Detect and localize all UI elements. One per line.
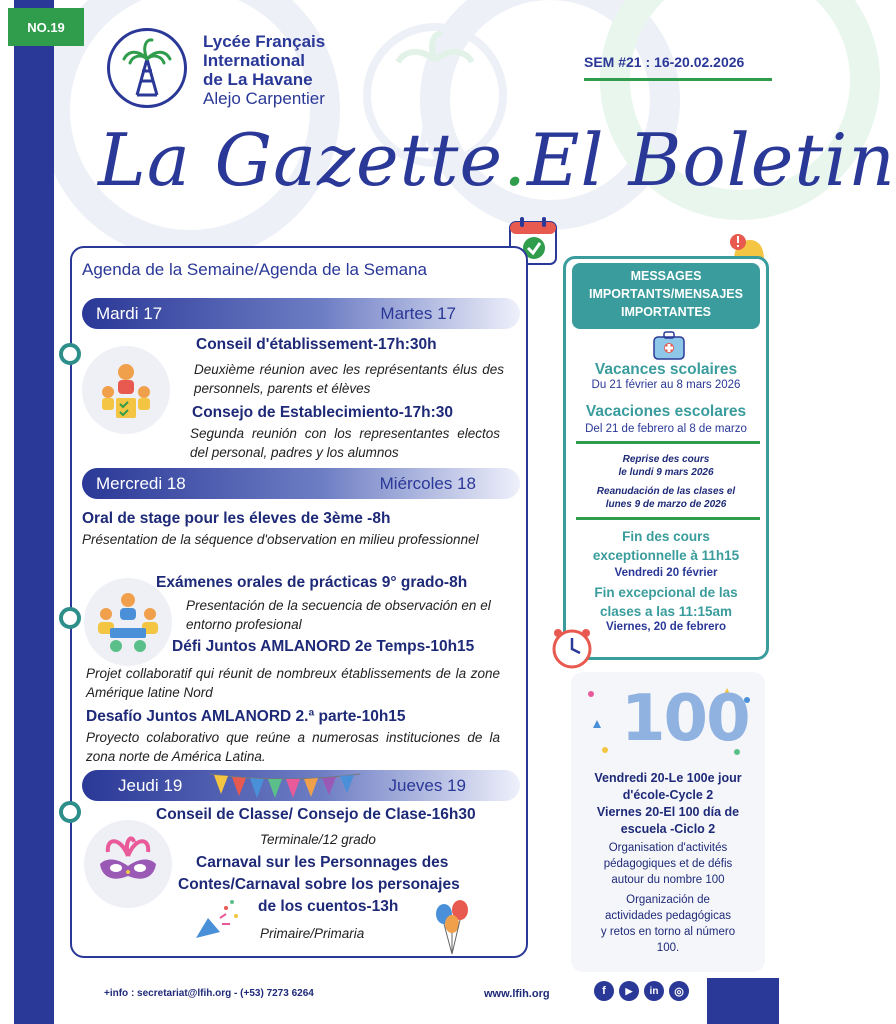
carnival-mask-icon: [84, 820, 172, 908]
resume-line: lunes 9 de marzo de 2026: [605, 499, 727, 510]
side-band: [14, 0, 54, 1024]
hundred-title-fr: [571, 770, 765, 804]
school-subtitle: Alejo Carpentier: [203, 89, 325, 108]
event-title: Desafío Juntos AMLANORD 2.ª parte-10h15: [86, 708, 406, 725]
early-end-line: clases a las 11:15am: [599, 604, 733, 619]
facebook-icon[interactable]: f: [594, 981, 614, 1001]
issue-number: NO.19: [8, 8, 84, 46]
meeting-icon: [82, 346, 170, 434]
alarm-clock-icon: [550, 626, 594, 670]
hundred-description-es: [571, 892, 765, 956]
event-description: Deuxième réunion avec les représentants élus des personnels, parents et élèves: [194, 362, 504, 396]
event-title: Défi Juntos AMLANORD 2e Temps-10h15: [172, 638, 475, 655]
timeline-marker: [59, 343, 81, 365]
week-underline: [584, 78, 772, 81]
vacation-dates-fr: Du 21 février au 8 mars 2026: [591, 379, 741, 391]
day-bar-wednesday: [82, 468, 520, 499]
day-bar-tuesday: [82, 298, 520, 329]
resume-fr: [566, 453, 766, 479]
vacation-title-fr: Vacances scolaires: [594, 361, 738, 378]
school-name-line: Lycée Français: [203, 32, 326, 51]
early-end-date-es: Viernes, 20 de febrero: [606, 621, 726, 633]
hundred-description-line: actividades pedagógicas: [605, 910, 731, 922]
early-end-line: Fin des cours: [622, 529, 710, 544]
agenda-title: Agenda de la Semaine/Agenda de la Semana: [82, 260, 427, 279]
early-end-date-fr: Vendredi 20 février: [614, 567, 718, 579]
event-title: Exámenes orales de prácticas 9° grado-8h: [156, 574, 468, 591]
school-name: [203, 32, 325, 108]
hundred-title-line: d'école-Cycle 2: [622, 788, 714, 802]
event-description: Presentación de la secuencia de observación en el entorno profesional: [186, 598, 491, 632]
hundred-description-fr: [571, 840, 765, 888]
timeline-marker: [59, 607, 81, 629]
day-label-fr: Mercredi 18: [96, 474, 186, 493]
day-label-fr: Jeudi 19: [118, 776, 183, 795]
resume-es: [566, 485, 766, 511]
contact-info[interactable]: +info : secretariat@lfih.org - (+53) 7273 6264: [104, 988, 314, 999]
day-label-es: Jueves 19: [388, 776, 466, 795]
important-messages-panel: [563, 256, 769, 660]
hundred-description-line: 100.: [656, 942, 680, 954]
early-end-line: Fin excepcional de las: [594, 585, 738, 600]
hundredth-day-panel: [571, 672, 765, 972]
messages-divider: [576, 517, 760, 520]
vacation-dates-es: Del 21 de febrero al 8 de marzo: [585, 423, 747, 435]
day-label-fr: Mardi 17: [96, 304, 163, 323]
agenda-panel: [70, 246, 528, 958]
hundred-description-line: Organización de: [626, 894, 710, 906]
hundred-description-line: pédagogiques et de défis: [603, 858, 733, 870]
messages-divider: [576, 441, 760, 444]
masthead-title-right: El Boletin: [526, 118, 896, 202]
hundred-title-line: Viernes 20-El 100 día de: [596, 805, 740, 819]
resume-line: le lundi 9 mars 2026: [618, 467, 714, 478]
event-description: Primaire/Primaria: [260, 926, 365, 941]
event-title: Contes/Carnaval sobre los personajes: [178, 876, 460, 893]
resume-line: Reprise des cours: [622, 454, 710, 465]
messages-header: [572, 263, 760, 329]
event-description: Projet collaboratif qui réunit de nombreux établissements de la zone Amérique latine Nord: [86, 666, 500, 700]
youtube-icon[interactable]: ▶: [619, 981, 639, 1001]
corner-block: [707, 978, 779, 1024]
early-end-es: [566, 583, 766, 621]
early-end-fr: [566, 527, 766, 565]
hundred-number: 100: [621, 682, 749, 756]
resume-line: Reanudación de las clases el: [596, 486, 736, 497]
event-title: Oral de stage pour les éleves de 3ème -8h: [82, 510, 391, 527]
messages-header-line: IMPORTANTS/MENSAJES: [589, 287, 743, 301]
hundred-title-line: escuela -Ciclo 2: [620, 822, 716, 836]
linkedin-icon[interactable]: in: [644, 981, 664, 1001]
hundred-title-line: Vendredi 20-Le 100e jour: [594, 771, 742, 785]
vacation-title-es: Vacaciones escolares: [585, 403, 747, 420]
hundred-description-line: autour du nombre 100: [611, 874, 725, 886]
party-popper-icon: [192, 894, 252, 942]
event-description: Terminale/12 grado: [260, 832, 376, 847]
day-label-es: Miércoles 18: [379, 474, 476, 493]
masthead-title: [98, 118, 896, 202]
event-description: Segunda reunión con los representantes electos del personal, padres y los alumnos: [190, 426, 500, 460]
suitcase-icon: [652, 331, 686, 361]
website-link[interactable]: www.lfih.org: [484, 988, 550, 1000]
event-description: Proyecto colaborativo que reúne a numerosas instituciones de la zona norte de América Latina.: [86, 730, 500, 764]
timeline-marker: [59, 801, 81, 823]
day-label-es: Martes 17: [380, 304, 456, 323]
event-title: Conseil de Classe/ Consejo de Clase-16h30: [156, 806, 476, 823]
hundred-description-line: y retos en torno al número: [600, 926, 736, 938]
messages-header-line: IMPORTANTES: [620, 305, 712, 319]
event-title: Conseil d'établissement-17h:30h: [196, 336, 437, 353]
hundred-title-es: [571, 804, 765, 838]
event-title: de los cuentos-13h: [258, 898, 399, 915]
messages-header-line: MESSAGES: [630, 269, 702, 283]
school-name-line: International: [203, 51, 306, 70]
masthead-title-left: La Gazette: [98, 118, 504, 202]
early-end-line: exceptionnelle à 11h15: [592, 548, 740, 563]
event-title: Carnaval sur les Personnages des: [196, 854, 449, 871]
event-title: Consejo de Establecimiento-17h:30: [192, 404, 453, 421]
school-name-line: de La Havane: [203, 70, 313, 89]
instagram-icon[interactable]: ◎: [669, 981, 689, 1001]
school-logo: [107, 28, 187, 108]
bunting-icon: [210, 770, 360, 804]
masthead-dot: .: [503, 118, 527, 202]
hundred-description-line: Organisation d'activités: [608, 842, 728, 854]
balloons-icon: [430, 898, 476, 956]
eiffel-palm-icon: [110, 31, 184, 105]
week-label: SEM #21 : 16-20.02.2026: [584, 54, 745, 70]
event-description: Présentation de la séquence d'observation en milieu professionnel: [82, 532, 479, 547]
